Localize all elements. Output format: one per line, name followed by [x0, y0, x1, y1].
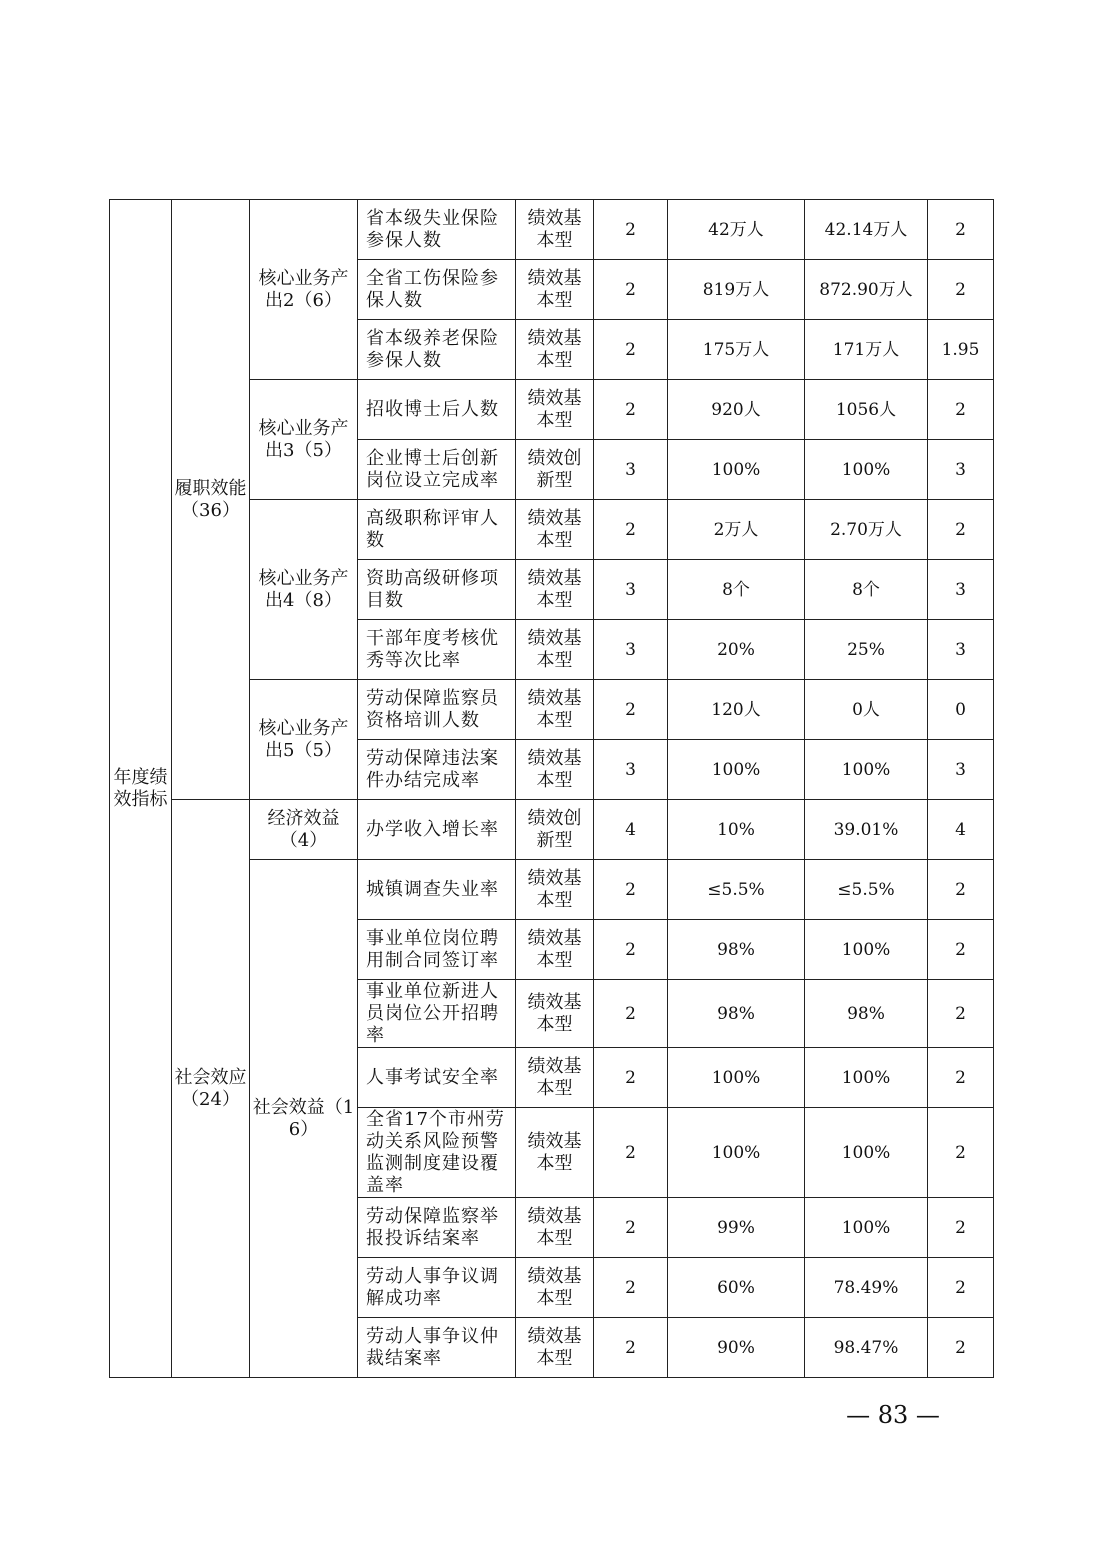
weight-cell: 4 — [594, 800, 668, 860]
level3-category: 核心业务产出2（6） — [250, 200, 358, 380]
indicator-name: 省本级失业保险参保人数 — [358, 200, 516, 260]
target-value: 2万人 — [668, 500, 805, 560]
indicator-type: 绩效基本型 — [516, 380, 594, 440]
weight-cell: 2 — [594, 1198, 668, 1258]
target-value: 819万人 — [668, 260, 805, 320]
actual-value: 100% — [805, 440, 928, 500]
page-number: — 83 — — [846, 1401, 940, 1429]
indicator-type: 绩效基本型 — [516, 560, 594, 620]
indicator-type: 绩效基本型 — [516, 320, 594, 380]
indicator-type: 绩效基本型 — [516, 980, 594, 1048]
actual-value: 100% — [805, 740, 928, 800]
indicator-name: 劳动人事争议仲裁结案率 — [358, 1318, 516, 1378]
target-value: 175万人 — [668, 320, 805, 380]
target-value: 100% — [668, 1048, 805, 1108]
weight-cell: 2 — [594, 680, 668, 740]
weight-cell: 2 — [594, 200, 668, 260]
score-cell: 2 — [928, 860, 994, 920]
score-cell: 2 — [928, 1318, 994, 1378]
actual-value: 100% — [805, 1108, 928, 1198]
score-cell: 2 — [928, 260, 994, 320]
score-cell: 0 — [928, 680, 994, 740]
score-cell: 2 — [928, 1048, 994, 1108]
actual-value: 8个 — [805, 560, 928, 620]
weight-cell: 2 — [594, 380, 668, 440]
indicator-type: 绩效基本型 — [516, 680, 594, 740]
indicator-name: 资助高级研修项目数 — [358, 560, 516, 620]
indicator-type: 绩效基本型 — [516, 260, 594, 320]
weight-cell: 2 — [594, 1048, 668, 1108]
indicator-name: 干部年度考核优秀等次比率 — [358, 620, 516, 680]
score-cell: 2 — [928, 500, 994, 560]
indicator-name: 劳动人事争议调解成功率 — [358, 1258, 516, 1318]
target-value: 100% — [668, 740, 805, 800]
level3-category: 经济效益（4） — [250, 800, 358, 860]
actual-value: 25% — [805, 620, 928, 680]
indicator-name: 全省工伤保险参保人数 — [358, 260, 516, 320]
indicator-type: 绩效基本型 — [516, 620, 594, 680]
target-value: 60% — [668, 1258, 805, 1318]
indicator-name: 劳动保障监察员资格培训人数 — [358, 680, 516, 740]
indicator-type: 绩效基本型 — [516, 740, 594, 800]
indicator-type: 绩效基本型 — [516, 1318, 594, 1378]
actual-value: 98% — [805, 980, 928, 1048]
indicator-name: 劳动保障监察举报投诉结案率 — [358, 1198, 516, 1258]
indicator-type: 绩效基本型 — [516, 1258, 594, 1318]
target-value: 90% — [668, 1318, 805, 1378]
score-cell: 2 — [928, 920, 994, 980]
actual-value: 1056人 — [805, 380, 928, 440]
indicator-name: 人事考试安全率 — [358, 1048, 516, 1108]
indicator-type: 绩效基本型 — [516, 1198, 594, 1258]
actual-value: 42.14万人 — [805, 200, 928, 260]
score-cell: 4 — [928, 800, 994, 860]
score-cell: 3 — [928, 740, 994, 800]
target-value: 10% — [668, 800, 805, 860]
indicator-name: 劳动保障违法案件办结完成率 — [358, 740, 516, 800]
target-value: 100% — [668, 440, 805, 500]
weight-cell: 2 — [594, 500, 668, 560]
weight-cell: 2 — [594, 320, 668, 380]
level3-category: 社会效益（16） — [250, 860, 358, 1378]
weight-cell: 3 — [594, 620, 668, 680]
actual-value: 78.49% — [805, 1258, 928, 1318]
weight-cell: 2 — [594, 1108, 668, 1198]
table-row — [110, 800, 994, 860]
target-value: 98% — [668, 980, 805, 1048]
weight-cell: 2 — [594, 260, 668, 320]
indicator-type: 绩效创新型 — [516, 800, 594, 860]
indicator-type: 绩效基本型 — [516, 500, 594, 560]
score-cell: 2 — [928, 380, 994, 440]
target-value: 100% — [668, 1108, 805, 1198]
level2-category: 履职效能（36） — [172, 200, 250, 800]
target-value: 8个 — [668, 560, 805, 620]
indicator-name: 全省17个市州劳动关系风险预警监测制度建设覆盖率 — [358, 1108, 516, 1198]
score-cell: 2 — [928, 200, 994, 260]
indicator-name: 城镇调查失业率 — [358, 860, 516, 920]
actual-value: 100% — [805, 1198, 928, 1258]
indicator-name: 事业单位新进人员岗位公开招聘率 — [358, 980, 516, 1048]
level3-category: 核心业务产出5（5） — [250, 680, 358, 800]
level2-category: 社会效应（24） — [172, 800, 250, 1378]
score-cell: 2 — [928, 1258, 994, 1318]
target-value: 20% — [668, 620, 805, 680]
weight-cell: 2 — [594, 1258, 668, 1318]
indicator-name: 企业博士后创新岗位设立完成率 — [358, 440, 516, 500]
indicator-name: 高级职称评审人数 — [358, 500, 516, 560]
actual-value: 171万人 — [805, 320, 928, 380]
score-cell: 3 — [928, 440, 994, 500]
indicator-name: 办学收入增长率 — [358, 800, 516, 860]
actual-value: 0人 — [805, 680, 928, 740]
score-cell: 3 — [928, 560, 994, 620]
actual-value: 872.90万人 — [805, 260, 928, 320]
level1-category: 年度绩效指标 — [110, 200, 172, 1378]
indicator-name: 省本级养老保险参保人数 — [358, 320, 516, 380]
indicator-name: 招收博士后人数 — [358, 380, 516, 440]
actual-value: 2.70万人 — [805, 500, 928, 560]
score-cell: 2 — [928, 1108, 994, 1198]
indicator-type: 绩效创新型 — [516, 440, 594, 500]
score-cell: 3 — [928, 620, 994, 680]
table-row — [110, 200, 994, 260]
performance-indicator-table — [109, 199, 994, 1378]
actual-value: 98.47% — [805, 1318, 928, 1378]
actual-value: 39.01% — [805, 800, 928, 860]
indicator-type: 绩效基本型 — [516, 1108, 594, 1198]
target-value: 920人 — [668, 380, 805, 440]
weight-cell: 3 — [594, 740, 668, 800]
actual-value: ≤5.5% — [805, 860, 928, 920]
target-value: 42万人 — [668, 200, 805, 260]
weight-cell: 3 — [594, 560, 668, 620]
target-value: 120人 — [668, 680, 805, 740]
weight-cell: 2 — [594, 920, 668, 980]
target-value: 99% — [668, 1198, 805, 1258]
indicator-type: 绩效基本型 — [516, 860, 594, 920]
indicator-name: 事业单位岗位聘用制合同签订率 — [358, 920, 516, 980]
actual-value: 100% — [805, 1048, 928, 1108]
level3-category: 核心业务产出3（5） — [250, 380, 358, 500]
indicator-type: 绩效基本型 — [516, 200, 594, 260]
target-value: 98% — [668, 920, 805, 980]
score-cell: 2 — [928, 980, 994, 1048]
weight-cell: 2 — [594, 1318, 668, 1378]
indicator-type: 绩效基本型 — [516, 920, 594, 980]
weight-cell: 3 — [594, 440, 668, 500]
actual-value: 100% — [805, 920, 928, 980]
score-cell: 1.95 — [928, 320, 994, 380]
score-cell: 2 — [928, 1198, 994, 1258]
level3-category: 核心业务产出4（8） — [250, 500, 358, 680]
target-value: ≤5.5% — [668, 860, 805, 920]
weight-cell: 2 — [594, 860, 668, 920]
indicator-type: 绩效基本型 — [516, 1048, 594, 1108]
weight-cell: 2 — [594, 980, 668, 1048]
